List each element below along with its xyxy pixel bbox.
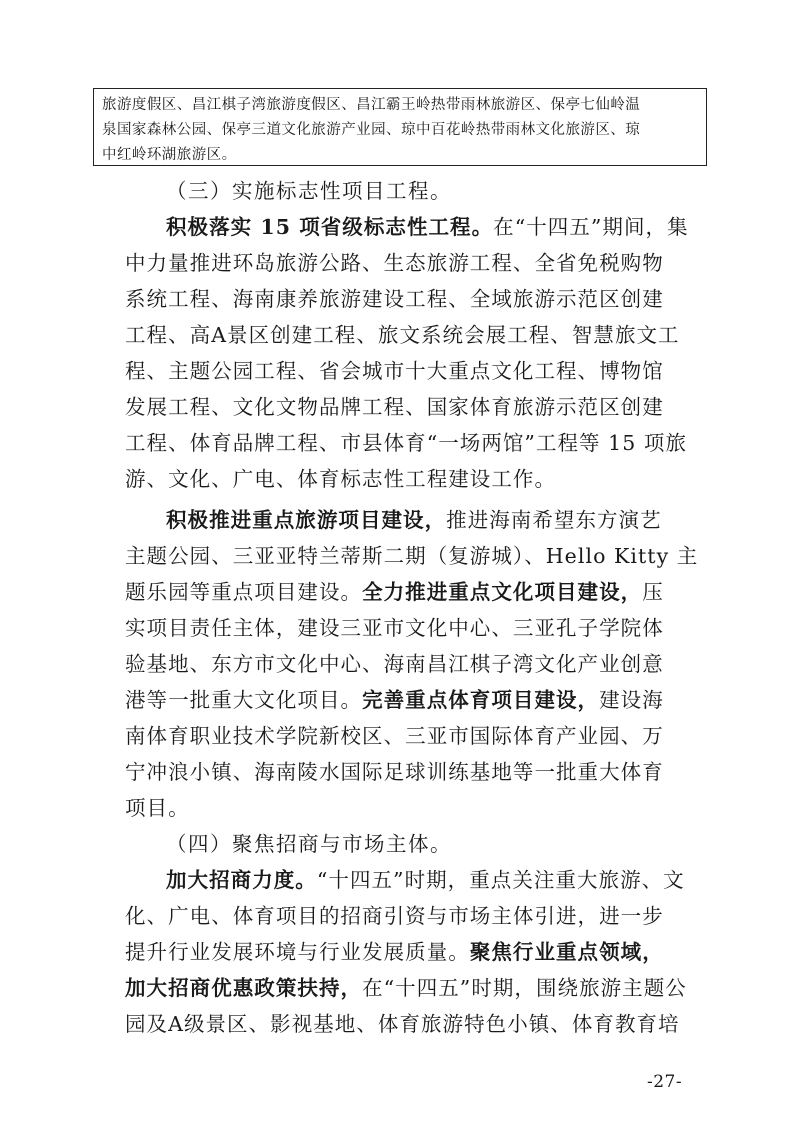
body-text: “十四五”时期，重点关注重大旅游、文 bbox=[316, 868, 685, 892]
paragraph-line: 化、广电、体育项目的招商引资与市场主体引进，进一步 bbox=[125, 904, 664, 928]
paragraph-line bbox=[125, 935, 664, 965]
paragraph-line: 园及A级景区、影视基地、体育旅游特色小镇、体育教育培 bbox=[125, 1012, 680, 1036]
paragraph-line: 工程、高A景区创建工程、旅文系统会展工程、智慧旅文工 bbox=[125, 323, 680, 347]
paragraph-line: 游、文化、广电、体育标志性工程建设工作。 bbox=[125, 467, 556, 491]
body-text: 在“十四五”期间，集 bbox=[493, 215, 689, 239]
body-text: 推进海南希望东方演艺 bbox=[446, 508, 662, 532]
paragraph-line bbox=[166, 503, 662, 533]
paragraph-line bbox=[125, 683, 664, 713]
bold-inline-text: 聚焦行业重点领域， bbox=[469, 940, 664, 964]
paragraph-line: 南体育职业技术学院新校区、三亚市国际体育产业园、万 bbox=[125, 724, 664, 748]
body-text: 在“十四五”时期，围绕旅游主题公 bbox=[362, 976, 687, 1000]
body-text: 建设海 bbox=[599, 688, 664, 712]
paragraph-line bbox=[125, 971, 687, 1001]
paragraph-line: 项目。 bbox=[125, 796, 190, 820]
paragraph-line: 中力量推进环岛旅游公路、生态旅游工程、全省免税购物 bbox=[125, 251, 664, 275]
paragraph-line bbox=[125, 575, 664, 605]
paragraph-line: 实项目责任主体，建设三亚市文化中心、三亚孔子学院体 bbox=[125, 616, 664, 640]
boxed-text-line-3: 中红岭环湖旅游区。 bbox=[102, 147, 237, 163]
paragraph-line bbox=[166, 863, 685, 893]
paragraph-line: 程、主题公园工程、省会城市十大重点文化工程、博物馆 bbox=[125, 359, 664, 383]
body-text: 港等一批重大文化项目。 bbox=[125, 688, 363, 712]
paragraph-line: 系统工程、海南康养旅游建设工程、全域旅游示范区创建 bbox=[125, 287, 664, 311]
paragraph-line bbox=[166, 210, 689, 240]
bold-lead-text: 积极推进重点旅游项目建设， bbox=[166, 508, 447, 532]
bold-inline-text: 加大招商优惠政策扶持， bbox=[125, 976, 363, 1000]
bold-lead-text: 积极落实 15 项省级标志性工程。 bbox=[166, 215, 494, 239]
section-heading-4: （四）聚焦招商与市场主体。 bbox=[166, 832, 452, 856]
bold-lead-text: 加大招商力度。 bbox=[166, 868, 317, 892]
bold-inline-text: 完善重点体育项目建设， bbox=[362, 688, 600, 712]
paragraph-line: 主题公园、三亚亚特兰蒂斯二期（复游城）、Hello Kitty 主 bbox=[125, 544, 699, 568]
bold-inline-text: 全力推进重点文化项目建设， bbox=[362, 580, 643, 604]
body-text: 题乐园等重点项目建设。 bbox=[125, 580, 363, 604]
boxed-text-frame bbox=[93, 88, 707, 166]
body-text: 压 bbox=[642, 580, 664, 604]
paragraph-line: 验基地、东方市文化中心、海南昌江棋子湾文化产业创意 bbox=[125, 652, 664, 676]
boxed-text-line-1: 旅游度假区、昌江棋子湾旅游度假区、昌江霸王岭热带雨林旅游区、保亭七仙岭温 bbox=[102, 97, 641, 113]
paragraph-line: 发展工程、文化文物品牌工程、国家体育旅游示范区创建 bbox=[125, 395, 664, 419]
page-number: -27- bbox=[647, 1072, 683, 1092]
paragraph-line: 宁冲浪小镇、海南陵水国际足球训练基地等一批重大体育 bbox=[125, 760, 664, 784]
paragraph-line: 工程、体育品牌工程、市县体育“一场两馆”工程等 15 项旅 bbox=[125, 431, 688, 455]
section-heading-3: （三）实施标志性项目工程。 bbox=[166, 179, 452, 203]
boxed-text-line-2: 泉国家森林公园、保亭三道文化旅游产业园、琼中百花岭热带雨林文化旅游区、琼 bbox=[102, 122, 641, 138]
body-text: 提升行业发展环境与行业发展质量。 bbox=[125, 940, 470, 964]
